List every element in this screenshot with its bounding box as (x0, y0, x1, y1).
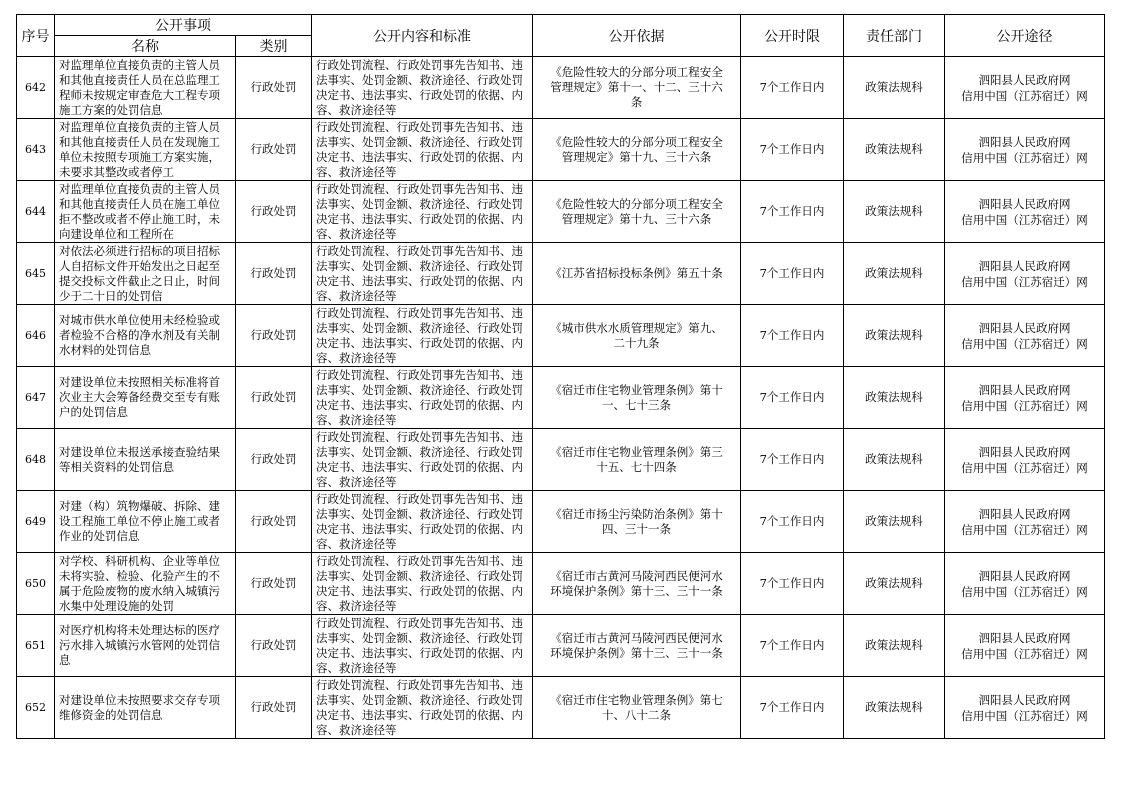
cell-seq (17, 553, 55, 615)
department-text: 政策法规科 (865, 576, 923, 590)
item-name: 对城市供水单位使用未经检验或者检验不合格的净水剂及有关制水材料的处罚信息 (59, 313, 220, 357)
header-category: 类别 (236, 36, 312, 57)
cell-time-limit (741, 367, 844, 429)
cell-time-limit (741, 119, 844, 181)
cell-time-limit (741, 243, 844, 305)
basis-text: 《城市供水水质管理规定》第九、二十九条 (550, 320, 723, 350)
cell-time-limit (741, 57, 844, 119)
route-line-2: 信用中国（江苏宿迁）网 (961, 460, 1088, 475)
seq-text: 652 (25, 701, 46, 714)
cell-department (844, 491, 945, 553)
cell-content (312, 491, 533, 553)
route-line-2: 信用中国（江苏宿迁）网 (961, 88, 1088, 103)
category-text: 行政处罚 (250, 452, 297, 466)
cell-department (844, 243, 945, 305)
cell-basis (533, 429, 741, 491)
cell-department (844, 181, 945, 243)
cell-name (55, 243, 236, 305)
content-text: 行政处罚流程、行政处罚事先告知书、违法事实、处罚金额、救济途径、行政处罚决定书、违法事实、行政处罚的依据、内容、救济途径等 (316, 182, 523, 241)
content-text: 行政处罚流程、行政处罚事先告知书、违法事实、处罚金额、救济途径、行政处罚决定书、违法事实、行政处罚的依据、内容、救济途径等 (316, 58, 523, 117)
cell-category (236, 615, 312, 677)
category-text: 行政处罚 (250, 638, 297, 652)
cell-category (236, 429, 312, 491)
cell-name (55, 677, 236, 739)
cell-content (312, 367, 533, 429)
department-text: 政策法规科 (865, 452, 923, 466)
item-name: 对建设单位未按照相关标准将首次业主大会筹备经费交至专有账户的处罚信息 (59, 375, 220, 419)
cell-department (844, 429, 945, 491)
cell-route (945, 615, 1105, 677)
cell-content (312, 553, 533, 615)
basis-text: 《危险性较大的分部分项工程安全管理规定》第十九、三十六条 (550, 134, 723, 164)
cell-category (236, 305, 312, 367)
basis-text: 《宿迁市古黄河马陵河西民便河水环境保护条例》第十三、三十一条 (550, 630, 723, 660)
time-limit-text: 7个工作日内 (759, 390, 825, 404)
cell-route (945, 553, 1105, 615)
route-line-2: 信用中国（江苏宿迁）网 (961, 584, 1088, 599)
cell-basis (533, 57, 741, 119)
route-line-1: 泗阳县人民政府网 (978, 506, 1071, 521)
cell-content (312, 119, 533, 181)
department-text: 政策法规科 (865, 80, 923, 94)
route-line-1: 泗阳县人民政府网 (978, 630, 1071, 645)
content-text: 行政处罚流程、行政处罚事先告知书、违法事实、处罚金额、救济途径、行政处罚决定书、违法事实、行政处罚的依据、内容、救济途径等 (316, 554, 523, 613)
cell-route (945, 243, 1105, 305)
item-name: 对依法必须进行招标的项目招标人自招标文件开始发出之日起至提交投标文件截止之日止，时间少于二十日的处罚信 (59, 243, 220, 303)
cell-category (236, 243, 312, 305)
route-line-2: 信用中国（江苏宿迁）网 (961, 522, 1088, 537)
cell-content (312, 243, 533, 305)
basis-text: 《宿迁市住宅物业管理条例》第十一、七十三条 (550, 382, 723, 412)
time-limit-text: 7个工作日内 (759, 700, 825, 714)
category-text: 行政处罚 (250, 266, 297, 280)
department-text: 政策法规科 (865, 142, 923, 156)
content-text: 行政处罚流程、行政处罚事先告知书、违法事实、处罚金额、救济途径、行政处罚决定书、违法事实、行政处罚的依据、内容、救济途径等 (316, 306, 523, 365)
cell-route (945, 491, 1105, 553)
item-name: 对学校、科研机构、企业等单位未将实验、检验、化验产生的不属于危险废物的废水纳入城镇污水集中处理设施的处罚 (59, 553, 220, 613)
route-line-1: 泗阳县人民政府网 (978, 196, 1071, 211)
cell-seq (17, 181, 55, 243)
table-row (17, 119, 1105, 181)
header-seq: 序号 (17, 15, 55, 57)
basis-text: 《宿迁市住宅物业管理条例》第三十五、七十四条 (550, 444, 723, 474)
time-limit-text: 7个工作日内 (759, 514, 825, 528)
item-name: 对建设单位未报送承接查验结果等相关资料的处罚信息 (59, 444, 220, 474)
cell-basis (533, 615, 741, 677)
cell-category (236, 553, 312, 615)
cell-basis (533, 367, 741, 429)
cell-content (312, 57, 533, 119)
time-limit-text: 7个工作日内 (759, 266, 825, 280)
time-limit-text: 7个工作日内 (759, 328, 825, 342)
header-department: 责任部门 (844, 15, 945, 57)
route-line-1: 泗阳县人民政府网 (978, 382, 1071, 397)
time-limit-text: 7个工作日内 (759, 638, 825, 652)
item-name: 对监理单位直接负责的主管人员和其他直接责任人员在发现施工单位未按照专项施工方案实施，未要求其整改或者停工 (59, 119, 220, 179)
item-name: 对监理单位直接负责的主管人员和其他直接责任人员在总监理工程师未按规定审查危大工程专项施工方案的处罚信息 (59, 57, 220, 117)
route-line-1: 泗阳县人民政府网 (978, 692, 1071, 707)
content-text: 行政处罚流程、行政处罚事先告知书、违法事实、处罚金额、救济途径、行政处罚决定书、违法事实、行政处罚的依据、内容、救济途径等 (316, 120, 523, 179)
basis-text: 《宿迁市扬尘污染防治条例》第十四、三十一条 (550, 506, 723, 536)
route-line-2: 信用中国（江苏宿迁）网 (961, 212, 1088, 227)
route-line-1: 泗阳县人民政府网 (978, 258, 1071, 273)
header-item-group: 公开事项 (55, 15, 312, 36)
route-line-2: 信用中国（江苏宿迁）网 (961, 646, 1088, 661)
seq-text: 651 (25, 639, 46, 652)
category-text: 行政处罚 (250, 576, 297, 590)
content-text: 行政处罚流程、行政处罚事先告知书、违法事实、处罚金额、救济途径、行政处罚决定书、违法事实、行政处罚的依据、内容、救济途径等 (316, 368, 523, 427)
category-text: 行政处罚 (250, 390, 297, 404)
department-text: 政策法规科 (865, 638, 923, 652)
disclosure-table (16, 14, 1105, 739)
header-content: 公开内容和标准 (312, 15, 533, 57)
cell-department (844, 305, 945, 367)
item-name: 对医疗机构将未处理达标的医疗污水排入城镇污水管网的处罚信息 (59, 623, 220, 667)
cell-seq (17, 677, 55, 739)
seq-text: 647 (25, 391, 46, 404)
cell-time-limit (741, 305, 844, 367)
cell-name (55, 181, 236, 243)
department-text: 政策法规科 (865, 700, 923, 714)
category-text: 行政处罚 (250, 700, 297, 714)
cell-seq (17, 491, 55, 553)
header-name: 名称 (55, 36, 236, 57)
item-name: 对建设单位未按照要求交存专项维修资金的处罚信息 (59, 692, 220, 722)
cell-content (312, 615, 533, 677)
cell-department (844, 677, 945, 739)
cell-basis (533, 553, 741, 615)
basis-text: 《危险性较大的分部分项工程安全管理规定》第十一、十二、三十六条 (550, 65, 723, 109)
content-text: 行政处罚流程、行政处罚事先告知书、违法事实、处罚金额、救济途径、行政处罚决定书、违法事实、行政处罚的依据、内容、救济途径等 (316, 678, 523, 737)
header-time-limit: 公开时限 (741, 15, 844, 57)
cell-name (55, 429, 236, 491)
table-row (17, 305, 1105, 367)
time-limit-text: 7个工作日内 (759, 452, 825, 466)
table-row (17, 615, 1105, 677)
basis-text: 《江苏省招标投标条例》第五十条 (550, 266, 723, 280)
seq-text: 650 (25, 577, 46, 590)
cell-basis (533, 119, 741, 181)
route-line-1: 泗阳县人民政府网 (978, 444, 1071, 459)
table-row (17, 243, 1105, 305)
time-limit-text: 7个工作日内 (759, 142, 825, 156)
cell-route (945, 119, 1105, 181)
route-line-1: 泗阳县人民政府网 (978, 320, 1071, 335)
content-text: 行政处罚流程、行政处罚事先告知书、违法事实、处罚金额、救济途径、行政处罚决定书、违法事实、行政处罚的依据、内容、救济途径等 (316, 492, 523, 551)
basis-text: 《危险性较大的分部分项工程安全管理规定》第十九、三十六条 (550, 196, 723, 226)
cell-category (236, 119, 312, 181)
category-text: 行政处罚 (250, 80, 297, 94)
route-line-2: 信用中国（江苏宿迁）网 (961, 398, 1088, 413)
cell-department (844, 367, 945, 429)
cell-basis (533, 677, 741, 739)
route-line-2: 信用中国（江苏宿迁）网 (961, 336, 1088, 351)
seq-text: 642 (25, 81, 46, 94)
cell-seq (17, 243, 55, 305)
department-text: 政策法规科 (865, 514, 923, 528)
department-text: 政策法规科 (865, 266, 923, 280)
cell-content (312, 305, 533, 367)
cell-category (236, 181, 312, 243)
time-limit-text: 7个工作日内 (759, 204, 825, 218)
header-route: 公开途径 (945, 15, 1105, 57)
cell-seq (17, 367, 55, 429)
route-line-1: 泗阳县人民政府网 (978, 568, 1071, 583)
cell-name (55, 615, 236, 677)
cell-route (945, 181, 1105, 243)
cell-name (55, 553, 236, 615)
basis-text: 《宿迁市住宅物业管理条例》第七十、八十二条 (550, 692, 723, 722)
cell-name (55, 305, 236, 367)
cell-name (55, 367, 236, 429)
cell-seq (17, 57, 55, 119)
seq-text: 644 (25, 205, 46, 218)
table-row (17, 553, 1105, 615)
route-line-1: 泗阳县人民政府网 (978, 72, 1071, 87)
cell-basis (533, 491, 741, 553)
cell-seq (17, 429, 55, 491)
content-text: 行政处罚流程、行政处罚事先告知书、违法事实、处罚金额、救济途径、行政处罚决定书、违法事实、行政处罚的依据、内容、救济途径等 (316, 430, 523, 489)
department-text: 政策法规科 (865, 390, 923, 404)
seq-text: 649 (25, 515, 46, 528)
route-line-2: 信用中国（江苏宿迁）网 (961, 708, 1088, 723)
table-row (17, 181, 1105, 243)
time-limit-text: 7个工作日内 (759, 80, 825, 94)
table-row (17, 57, 1105, 119)
table-row (17, 367, 1105, 429)
header-basis: 公开依据 (533, 15, 741, 57)
department-text: 政策法规科 (865, 204, 923, 218)
cell-category (236, 57, 312, 119)
content-text: 行政处罚流程、行政处罚事先告知书、违法事实、处罚金额、救济途径、行政处罚决定书、违法事实、行政处罚的依据、内容、救济途径等 (316, 244, 523, 303)
seq-text: 643 (25, 143, 46, 156)
cell-basis (533, 181, 741, 243)
cell-department (844, 57, 945, 119)
cell-seq (17, 615, 55, 677)
seq-text: 645 (25, 267, 46, 280)
cell-category (236, 491, 312, 553)
cell-department (844, 553, 945, 615)
cell-department (844, 615, 945, 677)
department-text: 政策法规科 (865, 328, 923, 342)
table-row (17, 677, 1105, 739)
cell-time-limit (741, 615, 844, 677)
cell-route (945, 429, 1105, 491)
category-text: 行政处罚 (250, 204, 297, 218)
content-text: 行政处罚流程、行政处罚事先告知书、违法事实、处罚金额、救济途径、行政处罚决定书、违法事实、行政处罚的依据、内容、救济途径等 (316, 616, 523, 675)
cell-basis (533, 243, 741, 305)
cell-time-limit (741, 553, 844, 615)
seq-text: 646 (25, 329, 46, 342)
cell-content (312, 429, 533, 491)
cell-category (236, 677, 312, 739)
cell-name (55, 491, 236, 553)
item-name: 对监理单位直接负责的主管人员和其他直接责任人员在施工单位拒不整改或者不停止施工时，未向建设单位和工程所在 (59, 181, 220, 241)
cell-route (945, 367, 1105, 429)
cell-time-limit (741, 491, 844, 553)
cell-department (844, 119, 945, 181)
category-text: 行政处罚 (250, 514, 297, 528)
cell-route (945, 677, 1105, 739)
route-line-1: 泗阳县人民政府网 (978, 134, 1071, 149)
table-row (17, 429, 1105, 491)
cell-seq (17, 119, 55, 181)
cell-time-limit (741, 181, 844, 243)
cell-name (55, 57, 236, 119)
cell-category (236, 367, 312, 429)
cell-time-limit (741, 429, 844, 491)
route-line-2: 信用中国（江苏宿迁）网 (961, 274, 1088, 289)
cell-time-limit (741, 677, 844, 739)
time-limit-text: 7个工作日内 (759, 576, 825, 590)
item-name: 对建（构）筑物爆破、拆除、建设工程施工单位不停止施工或者作业的处罚信息 (59, 499, 220, 543)
cell-route (945, 57, 1105, 119)
cell-basis (533, 305, 741, 367)
route-line-2: 信用中国（江苏宿迁）网 (961, 150, 1088, 165)
cell-content (312, 677, 533, 739)
basis-text: 《宿迁市古黄河马陵河西民便河水环境保护条例》第十三、三十一条 (550, 568, 723, 598)
cell-content (312, 181, 533, 243)
cell-route (945, 305, 1105, 367)
table-row (17, 491, 1105, 553)
cell-seq (17, 305, 55, 367)
cell-name (55, 119, 236, 181)
category-text: 行政处罚 (250, 328, 297, 342)
seq-text: 648 (25, 453, 46, 466)
category-text: 行政处罚 (250, 142, 297, 156)
